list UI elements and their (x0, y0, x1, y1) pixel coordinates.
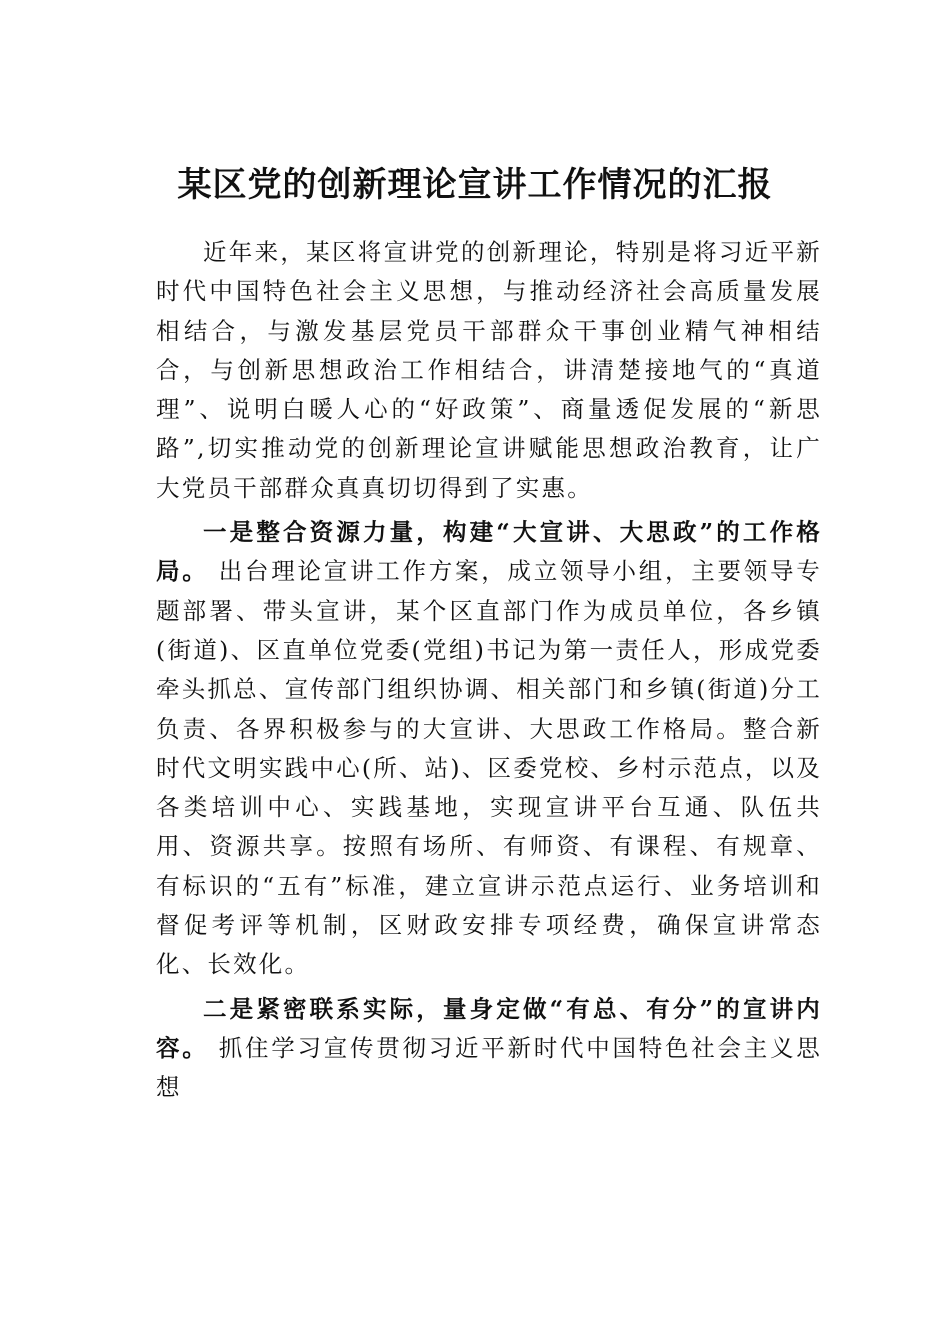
section-1-paragraph (156, 513, 822, 985)
section-2-paragraph (156, 990, 822, 1108)
document-title: 某区党的创新理论宣讲工作情况的汇报 (177, 165, 773, 205)
document-body (156, 233, 822, 1113)
section-2-text: 抓住学习宣传贯彻习近平新时代中国特色社会主义思想 (156, 1033, 823, 1102)
section-1-text: 出台理论宣讲工作方案，成立领导小组，主要领导专题部署、带头宣讲，某个区直部门作为成员单位，各乡镇(街道)、区直单位党委(党组)书记为第一责任人，形成党委牵头抓总、宣传部门组织协调、相关部门和乡镇(街道)分工负责、各界积极参与的大宣讲、大思政工作格局。整合新时代文明实践中心(所、站)、区委党校、乡村示范点，以及各类培训中心、实践基地，实现宣讲平台互通、队伍共用、资源共享。按照有场所、有师资、有课程、有规章、有标识的“五有”标准，建立宣讲示范点运行、业务培训和督促考评等机制，区财政安排专项经费，确保宣讲常态化、长效化。 (156, 557, 823, 979)
intro-paragraph: 近年来，某区将宣讲党的创新理论，特别是将习近平新时代中国特色社会主义思想，与推动经济社会高质量发展相结合，与激发基层党员干部群众干事创业精气神相结合，与创新思想政治工作相结合，讲清楚接地气的“真道理”、说明白暖人心的“好政策”、商量透促发展的“新思路”,切实推动党的创新理论宣讲赋能思想政治教育，让广大党员干部群众真真切切得到了实惠。 (156, 238, 822, 502)
section-1-heading: 一是整合资源力量，构建“大宣讲、大思政”的工作格局。 (156, 518, 822, 586)
section-2-heading: 二是紧密联系实际，量身定做“有总、有分”的宣讲内容。 (156, 994, 822, 1062)
